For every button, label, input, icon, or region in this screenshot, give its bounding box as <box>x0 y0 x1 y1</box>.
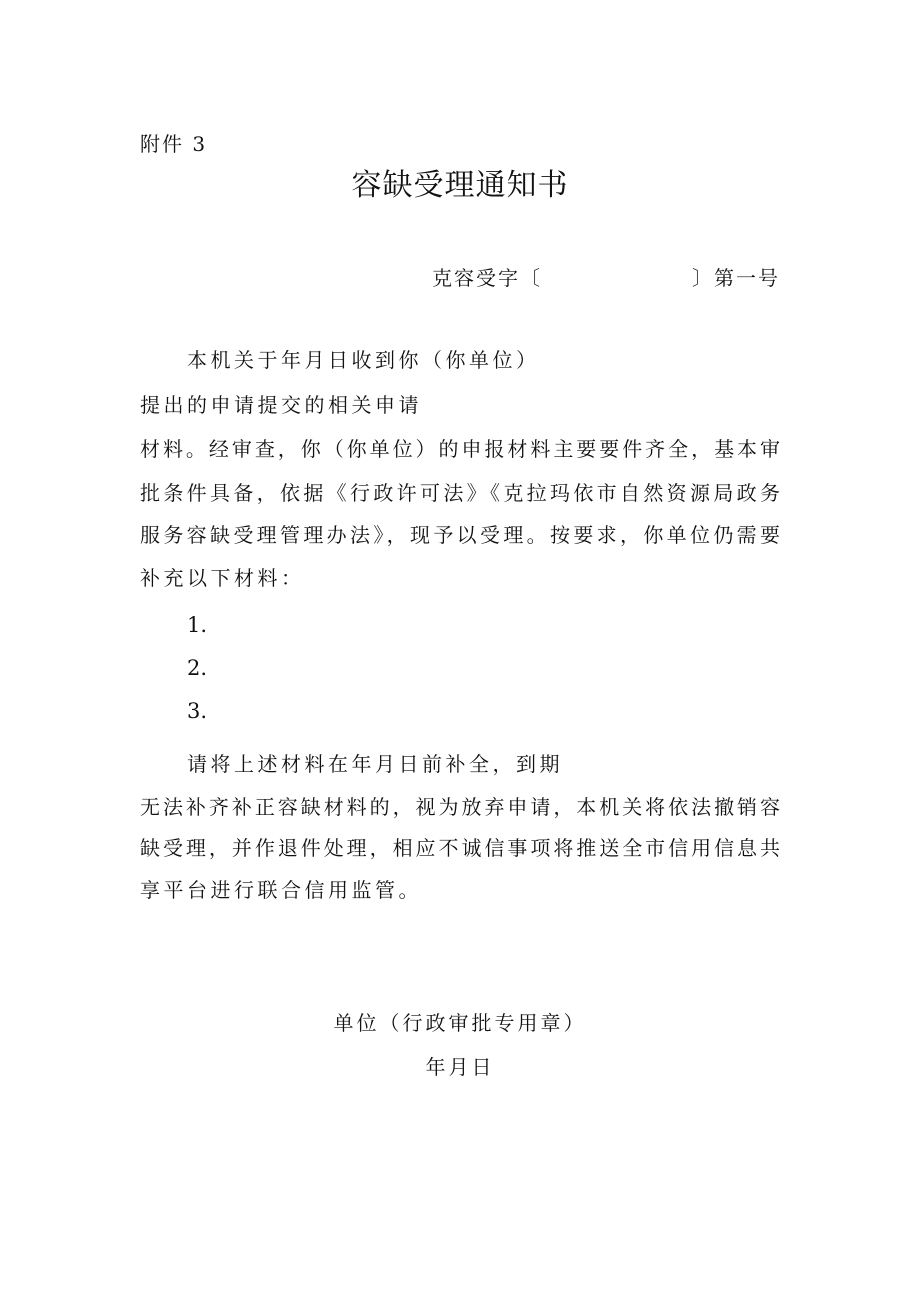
paragraph2-line-2: 无法补齐补正容缺材料的，视为放弃申请，本机关将依法撤销容 <box>140 795 780 819</box>
document-number <box>0 262 920 292</box>
paragraph1-line-5: 服务容缺受理管理办法》，现予以受理。按要求，你单位仍需要 <box>140 523 780 547</box>
date-line: 年月日 <box>425 1055 495 1079</box>
paragraph1-line-2: 提出的申请提交的相关申请 <box>140 393 422 417</box>
paragraph1-line-1: 本机关于年月日收到你（你单位） <box>187 348 540 372</box>
seal-line: 单位（行政审批专用章） <box>333 1011 587 1035</box>
paragraph1-line-6: 补充以下材料： <box>140 566 305 590</box>
page-title: 容缺受理通知书 <box>351 168 569 203</box>
attachment-label: 附件 3 <box>140 132 208 156</box>
list-item-1: 1. <box>187 613 208 637</box>
list-item-3: 3. <box>187 699 208 723</box>
document-number-suffix: 〕第一号 <box>692 266 780 290</box>
paragraph2-line-1: 请将上述材料在年月日前补全，到期 <box>187 752 563 776</box>
paragraph1-line-4: 批条件具备，依据《行政许可法》《克拉玛依市自然资源局政务 <box>140 481 780 505</box>
paragraph2-line-4: 享平台进行联合信用监管。 <box>140 878 422 902</box>
paragraph2-line-3: 缺受理，并作退件处理，相应不诚信事项将推送全市信用信息共 <box>140 836 780 860</box>
list-item-2: 2. <box>187 656 208 680</box>
paragraph1-line-3: 材料。经审查，你（你单位）的申报材料主要要件齐全，基本审 <box>140 437 780 461</box>
document-number-prefix: 克容受字〔 <box>432 266 542 290</box>
